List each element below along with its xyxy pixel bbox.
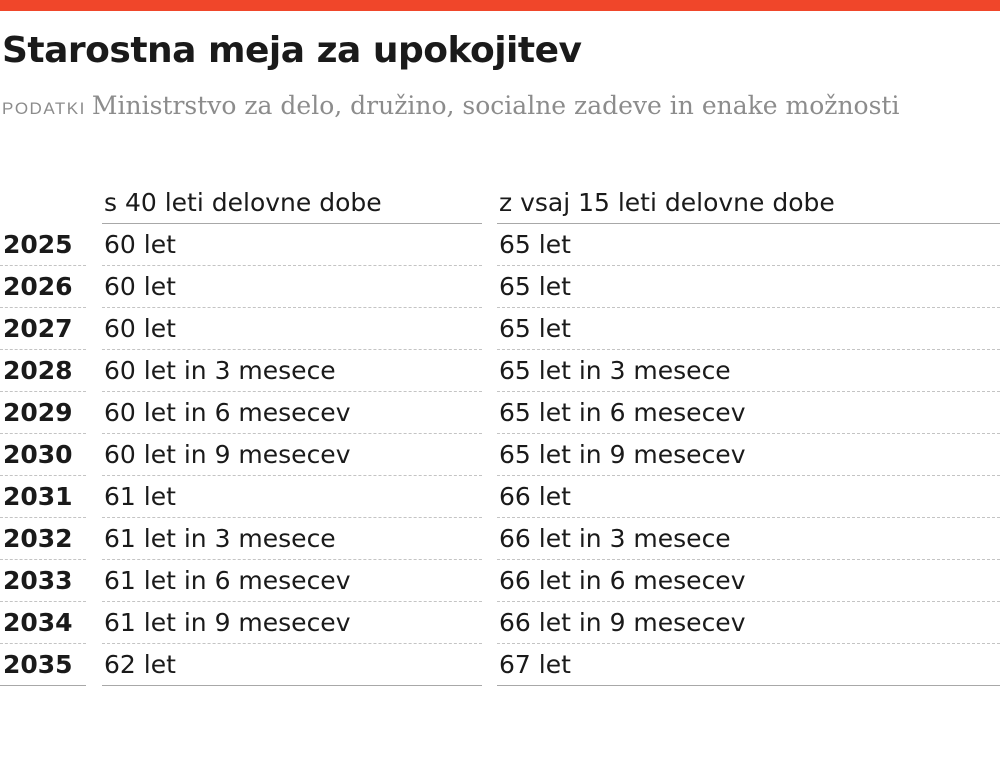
- table-bottom-rule: [497, 685, 1000, 686]
- age-15-years-cell: 65 let in 3 mesece: [499, 356, 731, 385]
- age-40-years-cell: 60 let: [104, 230, 176, 259]
- table-row: [0, 476, 1000, 518]
- table-row: [0, 350, 1000, 392]
- age-40-years-cell: 60 let in 9 mesecev: [104, 440, 351, 469]
- table-row: [0, 602, 1000, 644]
- age-40-years-cell: 62 let: [104, 650, 176, 679]
- year-cell: 2030: [3, 440, 73, 469]
- age-15-years-cell: 66 let in 3 mesece: [499, 524, 731, 553]
- accent-bar: [0, 0, 1000, 11]
- year-cell: 2034: [3, 608, 73, 637]
- table-row: [0, 392, 1000, 434]
- column-header-40-years: s 40 leti delovne dobe: [104, 188, 382, 217]
- age-40-years-cell: 61 let in 9 mesecev: [104, 608, 351, 637]
- source-text: Ministrstvo za delo, družino, socialne zadeve in enake možnosti: [91, 91, 900, 120]
- table-row: [0, 266, 1000, 308]
- table-header-row: [0, 182, 1000, 224]
- year-cell: 2026: [3, 272, 73, 301]
- year-cell: 2033: [3, 566, 73, 595]
- age-40-years-cell: 60 let in 3 mesece: [104, 356, 336, 385]
- age-15-years-cell: 65 let: [499, 230, 571, 259]
- age-40-years-cell: 61 let in 6 mesecev: [104, 566, 351, 595]
- column-header-15-years: z vsaj 15 leti delovne dobe: [499, 188, 835, 217]
- year-cell: 2029: [3, 398, 73, 427]
- year-cell: 2028: [3, 356, 73, 385]
- age-15-years-cell: 67 let: [499, 650, 571, 679]
- year-cell: 2035: [3, 650, 73, 679]
- year-cell: 2027: [3, 314, 73, 343]
- table-body: [0, 224, 1000, 686]
- age-15-years-cell: 65 let in 6 mesecev: [499, 398, 746, 427]
- table-bottom-rule: [0, 685, 86, 686]
- year-cell: 2031: [3, 482, 73, 511]
- age-15-years-cell: 66 let in 6 mesecev: [499, 566, 746, 595]
- age-40-years-cell: 60 let in 6 mesecev: [104, 398, 351, 427]
- age-15-years-cell: 65 let in 9 mesecev: [499, 440, 746, 469]
- year-cell: 2025: [3, 230, 73, 259]
- table-row: [0, 644, 1000, 686]
- age-40-years-cell: 60 let: [104, 314, 176, 343]
- age-40-years-cell: 61 let: [104, 482, 176, 511]
- year-cell: 2032: [3, 524, 73, 553]
- table-row: [0, 308, 1000, 350]
- table-row: [0, 560, 1000, 602]
- source-line: [2, 91, 899, 120]
- chart-title: Starostna meja za upokojitev: [2, 30, 582, 71]
- age-40-years-cell: 61 let in 3 mesece: [104, 524, 336, 553]
- source-label: PODATKI: [2, 99, 86, 118]
- age-15-years-cell: 65 let: [499, 272, 571, 301]
- data-table: [0, 182, 1000, 686]
- table-row: [0, 518, 1000, 560]
- age-40-years-cell: 60 let: [104, 272, 176, 301]
- age-15-years-cell: 66 let in 9 mesecev: [499, 608, 746, 637]
- table-row: [0, 434, 1000, 476]
- table-row: [0, 224, 1000, 266]
- age-15-years-cell: 66 let: [499, 482, 571, 511]
- age-15-years-cell: 65 let: [499, 314, 571, 343]
- table-bottom-rule: [102, 685, 482, 686]
